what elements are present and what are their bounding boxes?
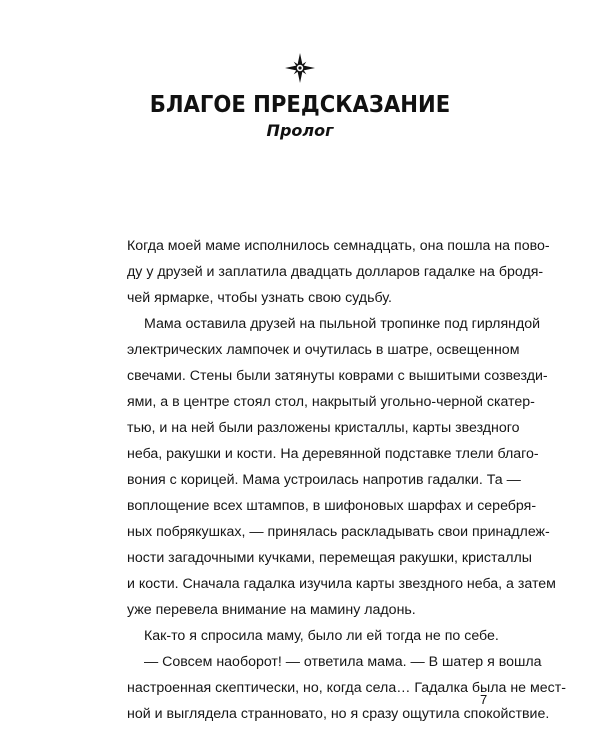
text-line: неба, ракушки и кости. На деревянной подставке тлели благо-: [127, 446, 539, 462]
text-line: и кости. Сначала гадалка изучила карты звездного неба, а затем: [127, 576, 556, 592]
text-line: настроенная скептически, но, когда села… Гадалка была не мест-: [127, 680, 566, 696]
text-line: уже перевела внимание на мамину ладонь.: [127, 602, 416, 618]
text-line: ных побрякушках, — принялась раскладывать свои принадлеж-: [127, 524, 550, 540]
text-line: ду у друзей и заплатила двадцать долларов гадалке на бродя-: [127, 264, 544, 280]
text-line: тью, и на ней были разложены кристаллы, карты звездного: [127, 420, 520, 436]
text-line: свечами. Стены были затянуты коврами с вышитыми созвезди-: [127, 368, 548, 384]
text-line: Как-то я спросила маму, было ли ей тогда не по себе.: [144, 628, 499, 644]
text-line: ями, а в центре стоял стол, накрытый угольно-черной скатер-: [127, 394, 535, 410]
text-line: воплощение всех штампов, в шифоновых шарфах и серебря-: [127, 498, 537, 514]
text-line: электрических лампочек и очутилась в шатре, освещенном: [127, 342, 520, 358]
body-text: [127, 233, 566, 727]
text-line: вония с корицей. Мама устроилась напротив гадалки. Та —: [127, 472, 521, 488]
text-line: Мама оставила друзей на пыльной тропинке под гирляндой: [144, 316, 541, 332]
text-line: ности загадочными кучками, перемещая ракушки, кристаллы: [127, 550, 532, 566]
text-line: — Совсем наоборот! — ответила мама. — В шатер я вошла: [144, 654, 542, 670]
four-point-star-icon: [284, 52, 316, 84]
chapter-subtitle: Пролог: [266, 121, 334, 140]
chapter-title: БЛАГОЕ ПРЕДСКАЗАНИЕ: [149, 92, 451, 118]
text-line: чей ярмарке, чтобы узнать свою судьбу.: [127, 290, 392, 306]
text-line: Когда моей маме исполнилось семнадцать, она пошла на пово-: [127, 238, 550, 254]
text-line: ной и выглядела странновато, но я сразу ощутила спокойствие.: [127, 706, 550, 722]
page-number: 7: [480, 692, 488, 707]
